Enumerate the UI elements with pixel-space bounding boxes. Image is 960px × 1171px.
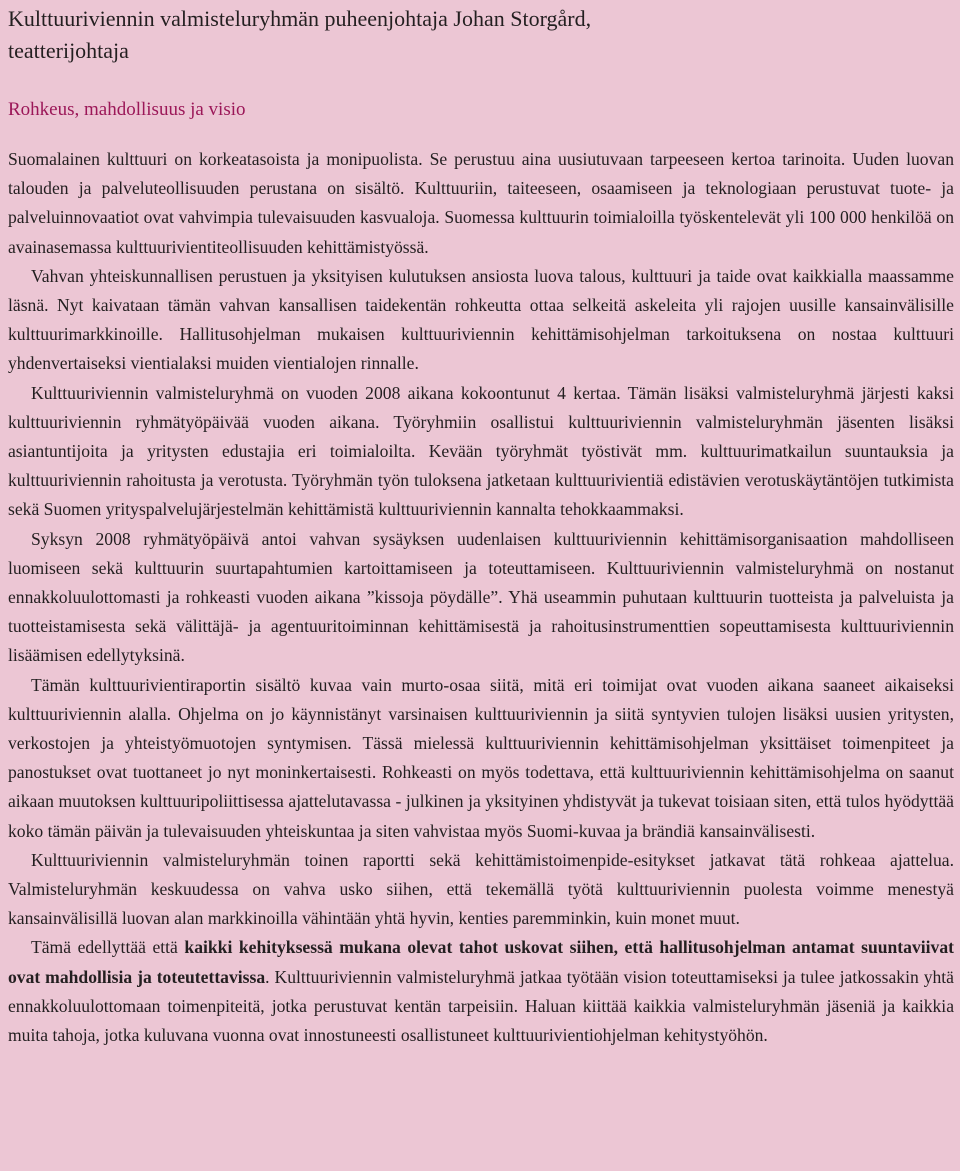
section-subheading: Rohkeus, mahdollisuus ja visio: [8, 99, 246, 120]
paragraph-2: Vahvan yhteiskunnallisen perustuen ja yksityisen kulutuksen ansiosta luova talous, kulttuuri ja taide ovat kaikkialla maassamme läsnä. Nyt kaivataan tämän vahvan kansallisen taidekentän rohkeutta ottaa selkeitä askeleita yli rajojen uusille kansainvälisille kulttuurimarkkinoille. Hallitusohjelman mukaisen kulttuuriviennin kehittämisohjelman tarkoituksena on nostaa kulttuuri yhdenvertaiseksi vientialaksi muiden vientialojen rinnalle.: [8, 265, 954, 374]
paragraph-3: Kulttuuriviennin valmisteluryhmä on vuoden 2008 aikana kokoontunut 4 kertaa. Tämän lisäksi valmisteluryhmä järjesti kaksi kulttuuriviennin ryhmätyöpäivää vuoden aikana. Työryhmiin osallistui kulttuuriviennin valmisteluryhmän jäsenten lisäksi asiantuntijoita ja yritysten edustajia eri toimialoilta. Kevään työryhmät työstivät mm. kulttuurimatkailun suuntauksia ja kulttuuriviennin rahoitusta ja verotusta. Työryhmän työn tuloksena jatketaan kulttuurivientiä edistävien verotuskäytäntöjen tutkimista sekä Suomen yrityspalvelujärjestelmän kehittämistä kulttuuriviennin kannalta tehokkaammaksi.: [8, 382, 954, 520]
page-title: [8, 3, 954, 67]
paragraph-4: Syksyn 2008 ryhmätyöpäivä antoi vahvan sysäyksen uudenlaisen kulttuuriviennin kehittämisorganisaation mahdolliseen luomiseen sekä kulttuurin suurtapahtumien kartoittamiseen ja toteuttamiseen. Kulttuuriviennin valmisteluryhmä on nostanut ennakkoluulottomasti ja rohkeasti vuoden aikana ”kissoja pöydälle”. Yhä useammin puhutaan kulttuurin tuotteista ja palveluista ja tuotteistamisesta sekä välittäjä- ja agentuuritoiminnan kehittämisestä ja rahoitusinstrumenttien sopeuttamisesta kulttuuriviennin lisäämisen edellytyksinä.: [8, 528, 954, 666]
paragraph-6: Kulttuuriviennin valmisteluryhmän toinen raportti sekä kehittämistoimenpide-esitykset jatkavat tätä rohkeaa ajattelua. Valmisteluryhmän keskuudessa on vahva usko siihen, että tekemällä työtä kulttuuriviennin puolesta voimme menestyä kansainvälisillä luovan alan markkinoilla vähintään yhtä hyvin, kenties paremminkin, kuin monet muut.: [8, 849, 954, 929]
paragraph-5: Tämän kulttuurivientiraportin sisältö kuvaa vain murto-osaa siitä, mitä eri toimijat ovat vuoden aikana saaneet aikaiseksi kulttuuriviennin alalla. Ohjelma on jo käynnistänyt varsinaisen kulttuuriviennin ja siitä syntyvien tulojen lisäksi uusien yritysten, verkostojen ja yhteistyömuotojen syntymisen. Tässä mielessä kulttuuriviennin kehittämisohjelman yksittäiset toimenpiteet ja panostukset ovat tuottaneet jo nyt moninkertaisesti. Rohkeasti on myös todettava, että kulttuuriviennin kehittämisohjelma on saanut aikaan muutoksen kulttuuripoliittisessa ajattelutavassa - julkinen ja yksityinen yhdistyvät ja tukevat toisiaan siten, että tulos hyödyttää koko tämän päivän ja tulevaisuuden yhteiskuntaa ja siten vahvistaa myös Suomi-kuvaa ja brändiä kansainvälisesti.: [8, 674, 954, 841]
paragraph-7-rest: . Kulttuuriviennin valmisteluryhmä jatkaa työtään vision toteuttamiseksi ja tulee jatkossakin yhtä ennakkoluulottomaan toimenpiteitä, jotka perustuvat kentän tarpeisiin. Haluan kiittää kaikkia valmisteluryhmän jäseniä ja kaikkia muita tahoja, jotka kuluvana vuonna ovat innostuneesti osallistuneet kulttuurivientiohjelman kehitystyöhön.: [8, 966, 954, 1046]
paragraph-7: [8, 933, 954, 1050]
paragraph-1: Suomalainen kulttuuri on korkeatasoista ja monipuolista. Se perustuu aina uusiutuvaan tarpeeseen kertoa tarinoita. Uuden luovan talouden ja palveluteollisuuden perustana on sisältö. Kulttuuriin, taiteeseen, osaamiseen ja teknologiaan perustuvat tuote- ja palveluinnovaatiot ovat vahvimpia tulevaisuuden kasvualoja. Suomessa kulttuurin toimialoilla työskentelevät yli 100 000 henkilöä on avainasemassa kulttuurivientiteollisuuden kehittämistyössä.: [8, 149, 954, 257]
paragraph-7-emphasis: kaikki kehityksessä mukana olevat tahot uskovat siihen, että hallitusohjelman antamat suuntaviivat ovat mahdollisia ja toteutettavissa: [8, 937, 954, 987]
paragraph-7-intro: Tämä edellyttää että: [31, 937, 185, 958]
title-line-1: Kulttuuriviennin valmisteluryhmän puheenjohtaja Johan Storgård,: [8, 6, 592, 31]
title-line-2: teatterijohtaja: [8, 38, 129, 63]
